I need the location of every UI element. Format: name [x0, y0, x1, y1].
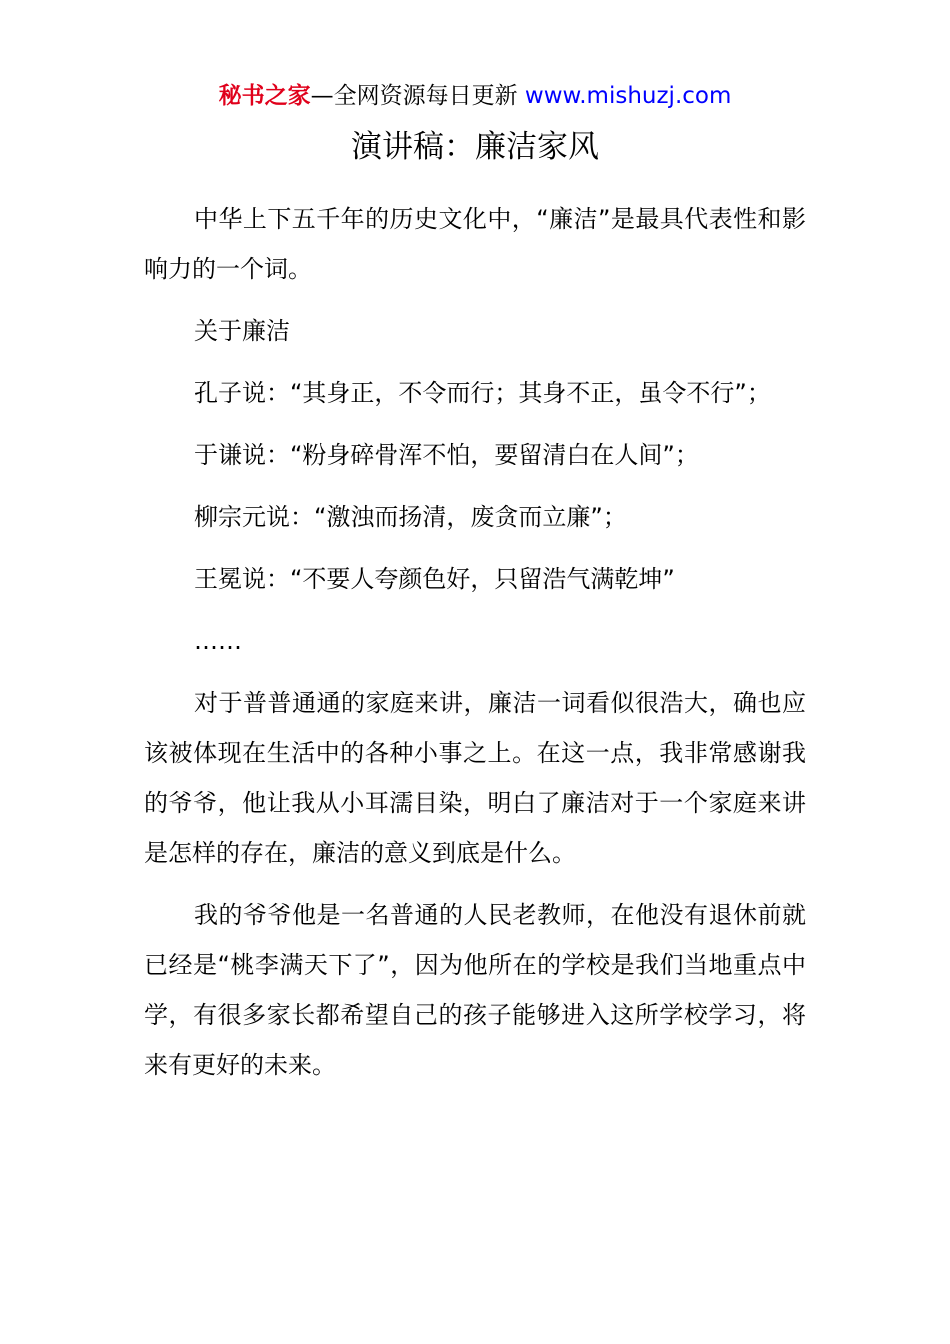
header-tagline: —全网资源每日更新: [310, 83, 518, 109]
paragraph-family: 对于普普通通的家庭来讲，廉洁一词看似很浩大，确也应该被体现在生活中的各种小事之上。在这一点，我非常感谢我的爷爷，他让我从小耳濡目染，明白了廉洁对于一个家庭来讲是怎样的存在，廉洁的意义到底是什么。: [144, 689, 806, 867]
paragraph-intro: 中华上下五千年的历史文化中，“廉洁”是最具代表性和影响力的一个词。: [144, 205, 806, 283]
quote-yu-qian: 于谦说：“粉身碎骨浑不怕，要留清白在人间”；: [194, 441, 699, 469]
quote-liu-zongyuan: 柳宗元说：“激浊而扬清，废贪而立廉”；: [194, 503, 627, 531]
paragraph-grandfather: 我的爷爷他是一名普通的人民老教师，在他没有退休前就已经是“桃李满天下了”，因为他所在的学校是我们当地重点中学，有很多家长都希望自己的孩子能够进入这所学校学习，将来有更好的未来。: [144, 901, 806, 1079]
document-title: 演讲稿：廉洁家风: [351, 129, 599, 165]
brand-name: 秘书之家: [218, 83, 311, 109]
quote-confucius: 孔子说：“其身正，不令而行；其身不正，虽令不行”；: [194, 379, 771, 407]
site-url-link[interactable]: www.mishuzj.com: [524, 83, 732, 109]
document-body: [144, 194, 806, 1102]
site-header: [0, 80, 950, 112]
ellipsis-line: ……: [194, 627, 242, 655]
quote-wang-mian: 王冕说：“不要人夸颜色好，只留浩气满乾坤”: [194, 565, 675, 593]
paragraph-about-lianjie: 关于廉洁: [194, 317, 290, 345]
